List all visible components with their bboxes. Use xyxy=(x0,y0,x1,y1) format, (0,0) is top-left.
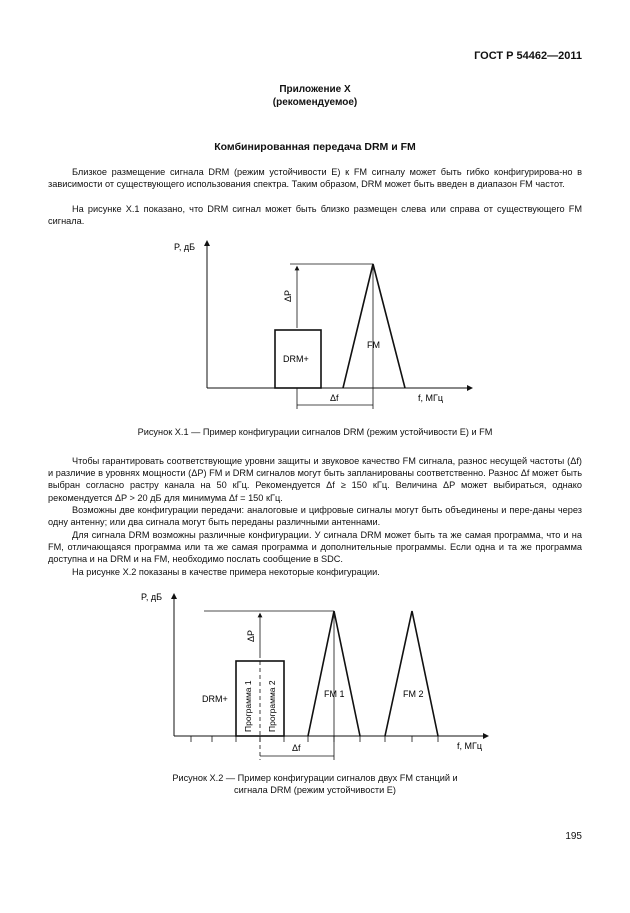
fig2-fm2-triangle xyxy=(385,611,438,736)
figure-2-caption-line2: сигнала DRM (режим устойчивости E) xyxy=(234,785,396,795)
fig2-drm-label: DRM+ xyxy=(202,694,228,704)
section-title: Комбинированная передача DRM и FM xyxy=(214,141,416,153)
figure-2-diagram xyxy=(0,586,630,766)
fig2-fm2-label: FM 2 xyxy=(403,689,424,699)
fig2-program1-label: Программа 1 xyxy=(243,680,253,732)
paragraph-6: На рисунке Х.2 показаны в качестве примера некоторые конфигурации. xyxy=(72,567,380,577)
paragraph-5: Для сигнала DRM возможны различные конфигурации. У сигнала DRM может быть та же самая программа, что и на FM, отличающаяся программа или та же самая программа и дополнительные программы. Если одна и та же программа доступна и на DRM и на FM, необходимо послать сообщение в SDC. xyxy=(48,530,582,565)
fig1-delta-f-label: Δf xyxy=(330,393,339,403)
fig2-delta-p-label: ΔP xyxy=(246,629,256,642)
annex-subtitle: (рекомендуемое) xyxy=(272,97,358,108)
figure-1-diagram xyxy=(0,232,630,417)
fig1-drm-label: DRM+ xyxy=(283,354,309,364)
fig2-delta-f-label: Δf xyxy=(292,743,301,753)
fig2-fm1-label: FM 1 xyxy=(324,689,345,699)
annex-title: Приложение Х xyxy=(279,84,351,95)
paragraph-3: Чтобы гарантировать соответствующие уровни защиты и звуковое качество FM сигнала, разнос несущей частоты (Δf) и различие в уровнях мощности (ΔP) FM и DRM сигналов могут быть запланированы соответственно. Разнос Δf может быть выбран согласно растру канала на 50 кГц. Рекомендуется Δf ≥ 150 кГц. Величина ΔP может выбираться, однако рекомендуется ΔP > 20 дБ для минимума Δf = 150 кГц. xyxy=(48,456,582,503)
fig2-y-label: P, дБ xyxy=(141,592,163,602)
fig2-x-label: f, МГц xyxy=(457,741,483,751)
fig2-program2-label: Программа 2 xyxy=(267,680,277,732)
paragraph-1: Близкое размещение сигнала DRM (режим устойчивости E) к FM сигналу может быть гибко конфигурирова-но в зависимости от существующего использования спектра. Таким образом, DRM может быть введен в диапазон FM частот. xyxy=(48,167,582,190)
fig1-x-label: f, МГц xyxy=(418,393,444,403)
page-number: 195 xyxy=(565,831,582,842)
fig1-delta-p-label: ΔP xyxy=(283,289,293,302)
fig1-y-label: P, дБ xyxy=(174,242,196,252)
paragraph-4: Возможны две конфигурации передачи: аналоговые и цифровые сигналы могут быть объединены и пере-даны через одну антенну; или два сигнала могут быть переданы различными антеннами. xyxy=(48,505,582,528)
paragraph-2: На рисунке Х.1 показано, что DRM сигнал может быть близко размещен слева или справа от существующего FM сигнала. xyxy=(48,204,582,227)
fig2-x-ticks xyxy=(191,736,438,742)
figure-1-caption: Рисунок Х.1 — Пример конфигурации сигналов DRM (режим устойчивости E) и FM xyxy=(137,427,493,437)
figure-2-caption-line1: Рисунок Х.2 — Пример конфигурации сигналов двух FM станций и xyxy=(172,773,458,783)
fig1-fm-triangle xyxy=(343,264,405,388)
fig1-fm-label: FM xyxy=(367,340,380,350)
document-id: ГОСТ Р 54462—2011 xyxy=(474,50,582,62)
